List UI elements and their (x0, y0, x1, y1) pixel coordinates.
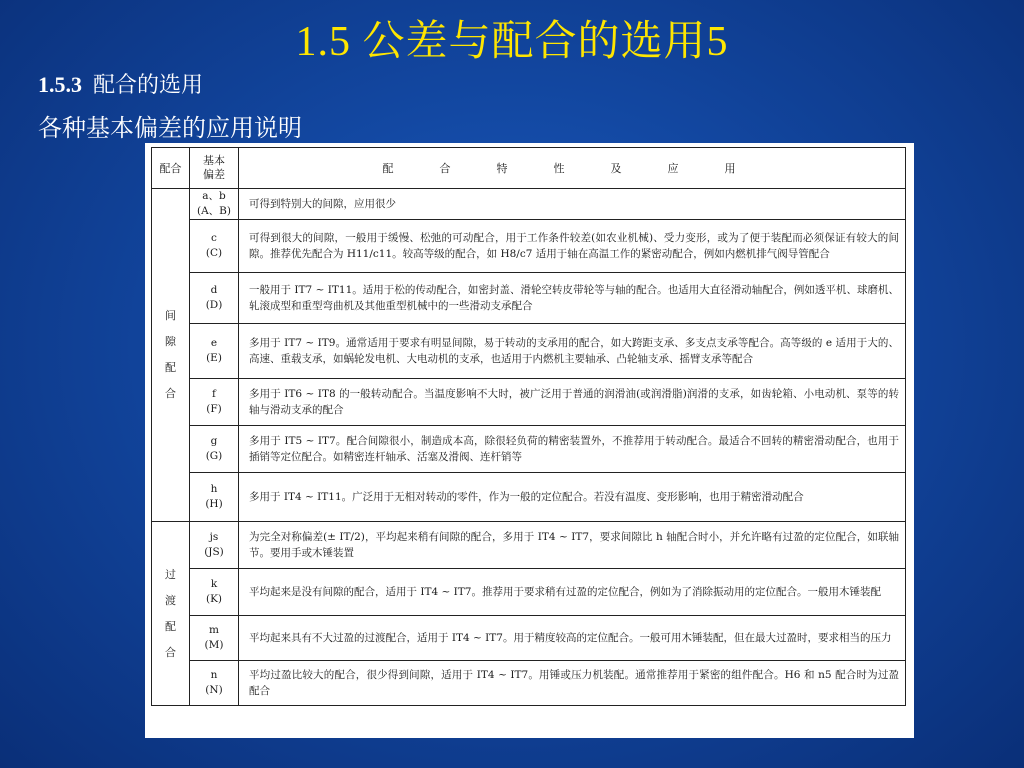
deviation-code-cell (190, 220, 239, 273)
deviation-code-upper: (D) (205, 299, 223, 311)
deviation-code-cell (190, 473, 239, 522)
deviation-code-upper: (F) (206, 403, 222, 415)
table-row (152, 324, 906, 379)
deviation-code-upper: (K) (205, 593, 223, 605)
header-basic-deviation-line2: 偏差 (203, 168, 225, 181)
deviation-code: a、b (202, 190, 226, 202)
section-number: 1.5.3 (38, 72, 82, 97)
application-description: 多用于 IT4 ~ IT11。广泛用于无相对转动的零件，作为一般的定位配合。若没有温度、变形影响，也用于精密滑动配合 (239, 473, 906, 522)
group-clearance-fit: 间 隙 配 合 (152, 189, 190, 522)
application-description: 一般用于 IT7 ~ IT11。适用于松的传动配合，如密封盖、滑轮空转皮带轮等与轴的配合。也适用大直径滑动轴配合，例如透平机、球磨机、轧滚成型和重型弯曲机及其他重型机械中的一些滑动支承配合 (239, 273, 906, 324)
application-description: 多用于 IT6 ~ IT8 的一般转动配合。当温度影响不大时，被广泛用于普通的润滑油(或润滑脂)润滑的支承，如齿轮箱、小电动机、泵等的转轴与滑动支承的配合 (239, 379, 906, 426)
deviation-code: h (210, 483, 218, 495)
table-row (152, 220, 906, 273)
table-row (152, 661, 906, 706)
application-description: 为完全对称偏差(± IT/2)，平均起来稍有间隙的配合，多用于 IT4 ~ IT7，要求间隙比 h 轴配合时小，并允许略有过盈的定位配合，如联轴节。要用手或木锤装置 (239, 522, 906, 569)
table-row (152, 473, 906, 522)
slide-title: 1.5 公差与配合的选用5 (295, 19, 729, 65)
table-row (152, 426, 906, 473)
deviation-code-cell (190, 273, 239, 324)
deviation-code-upper: (C) (205, 247, 223, 259)
table-row (152, 616, 906, 661)
header-fit: 配合 (152, 148, 190, 189)
deviation-code-upper: (JS) (204, 546, 224, 558)
deviation-code-cell (190, 522, 239, 569)
deviation-code: k (210, 578, 218, 590)
section-heading (38, 68, 203, 99)
deviation-code-cell (190, 379, 239, 426)
application-description: 可得到很大的间隙，一般用于缓慢、松弛的可动配合，用于工作条件较差(如农业机械)、受力变形，或为了便于装配而必须保证有较大的间隙。推荐优先配合为 H11/c11。较高等级的配合，如 H8/c7 适用于轴在高温工作的紧密动配合，例如内燃机排气阀导管配合 (239, 220, 906, 273)
deviation-code: g (210, 435, 218, 447)
application-description: 可得到特别大的间隙，应用很少 (239, 189, 906, 220)
deviation-code-upper: (E) (206, 352, 222, 364)
deviation-code: c (211, 232, 217, 244)
header-basic-deviation-line1: 基本 (203, 154, 225, 167)
table-row (152, 379, 906, 426)
deviation-code: f (212, 388, 216, 400)
application-description: 多用于 IT5 ~ IT7。配合间隙很小，制造成本高，除很轻负荷的精密装置外，不推荐用于转动配合。最适合不回转的精密滑动配合，也用于插销等定位配合。如精密连杆轴承、活塞及滑阀、连杆销等 (239, 426, 906, 473)
deviation-code: n (210, 669, 218, 681)
deviation-code-cell (190, 426, 239, 473)
section-title: 配合的选用 (93, 72, 204, 97)
deviation-code: e (210, 337, 218, 349)
deviation-code-cell (190, 324, 239, 379)
table-row (152, 569, 906, 616)
deviation-code-upper: (A、B) (197, 205, 231, 217)
table-row (152, 522, 906, 569)
application-description: 平均起来具有不大过盈的过渡配合，适用于 IT4 ~ IT7。用于精度较高的定位配合。一般可用木锤装配，但在最大过盈时，要求相当的压力 (239, 616, 906, 661)
table-header-row (152, 148, 906, 189)
deviation-code-cell (190, 569, 239, 616)
application-description: 多用于 IT7 ~ IT9。通常适用于要求有明显间隙，易于转动的支承用的配合，如大跨距支承、多支点支承等配合。高等级的 e 适用于大的、高速、重载支承，如蜗轮发电机、大电动机的支承，也适用于内燃机主要轴承、凸轮轴支承、摇臂支承等配合 (239, 324, 906, 379)
group-transition-fit: 过 渡 配 合 (152, 522, 190, 706)
application-description: 平均起来是没有间隙的配合，适用于 IT4 ~ IT7。推荐用于要求稍有过盈的定位配合，例如为了消除振动用的定位配合。一般用木锤装配 (239, 569, 906, 616)
table-row (152, 189, 906, 220)
deviation-code: d (210, 284, 218, 296)
slide-description: 各种基本偏差的应用说明 (38, 116, 302, 142)
deviation-code-upper: (M) (204, 639, 224, 651)
deviation-code-cell (190, 189, 239, 220)
deviation-code-cell (190, 661, 239, 706)
table-row (152, 273, 906, 324)
deviation-code-upper: (H) (205, 498, 223, 510)
deviation-code: m (209, 624, 219, 636)
deviation-code-upper: (G) (205, 450, 223, 462)
deviation-code: js (209, 531, 219, 543)
deviation-code-upper: (N) (205, 684, 223, 696)
deviation-code-cell (190, 616, 239, 661)
header-basic-deviation (190, 148, 239, 189)
fit-application-table-image (145, 143, 914, 738)
application-description: 平均过盈比较大的配合，很少得到间隙，适用于 IT4 ~ IT7。用锤或压力机装配。通常推荐用于紧密的组件配合。H6 和 n5 配合时为过盈配合 (239, 661, 906, 706)
fit-application-table (151, 147, 906, 706)
header-characteristics: 配合特性及应用 (239, 148, 906, 189)
